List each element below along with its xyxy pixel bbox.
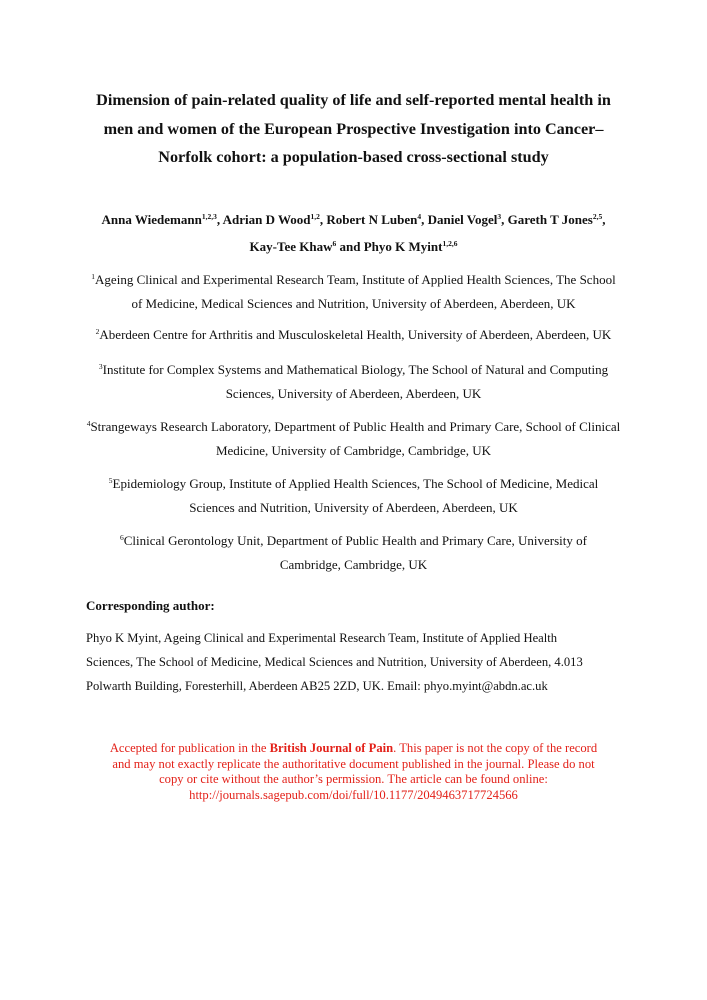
affiliation-line xyxy=(70,415,637,439)
affiliation-line: Cambridge, Cambridge, UK xyxy=(279,557,428,572)
author-affiliation-marker: 6 xyxy=(332,239,337,248)
affiliation-6 xyxy=(70,529,637,577)
author-name: Daniel Vogel xyxy=(427,212,498,227)
author-separator: , xyxy=(602,212,606,227)
author-name: Anna Wiedemann xyxy=(101,212,202,227)
author-affiliation-marker: 1,2,6 xyxy=(442,239,458,248)
affiliation-line xyxy=(70,358,637,382)
author-separator: , xyxy=(216,212,223,227)
affiliation-text: Clinical Gerontology Unit, Department of Public Health and Primary Care, University of xyxy=(123,533,587,548)
author-affiliation-marker: 3 xyxy=(497,212,502,221)
author-separator: , xyxy=(319,212,327,227)
journal-name: British Journal of Pain xyxy=(269,741,394,755)
title-line: Norfolk cohort: a population-based cross-sectional study xyxy=(158,148,549,166)
corresponding-author-heading: Corresponding author: xyxy=(86,598,215,613)
affiliation-text: Institute for Complex Systems and Mathematical Biology, The School of Natural and Computing xyxy=(102,362,609,377)
corresponding-author-details xyxy=(86,626,626,698)
author-name: Gareth T Jones xyxy=(507,212,593,227)
affiliation-marker: 3 xyxy=(98,362,103,371)
affiliation-marker: 2 xyxy=(95,327,100,336)
author-separator: , xyxy=(421,212,428,227)
notice-suffix: . This paper is not the copy of the record xyxy=(393,741,598,755)
author-list xyxy=(60,206,647,260)
affiliation-marker: 6 xyxy=(120,533,124,542)
notice-prefix: Accepted for publication in the xyxy=(109,741,270,755)
affiliation-1 xyxy=(70,268,637,316)
author-name: Robert N Luben xyxy=(326,212,418,227)
author-line xyxy=(60,233,647,260)
title-line: Dimension of pain-related quality of life and self-reported mental health in xyxy=(96,91,611,109)
publication-notice xyxy=(70,741,637,803)
affiliation-line: Sciences, University of Aberdeen, Aberdeen, UK xyxy=(225,386,482,401)
notice-line: and may not exactly replicate the authoritative document published in the journal. Please do not xyxy=(112,756,595,771)
affiliation-2 xyxy=(70,323,637,347)
affiliation-line xyxy=(70,529,637,553)
affiliation-line xyxy=(70,323,637,347)
author-separator: , xyxy=(501,212,508,227)
author-affiliation-marker: 2,5 xyxy=(592,212,603,221)
notice-line: copy or cite without the author’s permission. The article can be found online: xyxy=(159,772,548,786)
author-separator: and xyxy=(336,239,364,254)
affiliation-text: Strangeways Research Laboratory, Department of Public Health and Primary Care, School of Clinical xyxy=(90,419,621,434)
author-name: Adrian D Wood xyxy=(222,212,311,227)
paper-title xyxy=(70,86,637,172)
corresponding-line: Phyo K Myint, Ageing Clinical and Experimental Research Team, Institute of Applied Health xyxy=(86,631,558,645)
affiliation-text: Ageing Clinical and Experimental Research Team, Institute of Applied Health Sciences, The School xyxy=(95,272,616,287)
article-url-link[interactable]: http://journals.sagepub.com/doi/full/10.1177/2049463717724566 xyxy=(189,787,518,802)
affiliation-3 xyxy=(70,358,637,406)
affiliation-text: Epidemiology Group, Institute of Applied Health Sciences, The School of Medicine, Medical xyxy=(112,476,599,491)
affiliation-line: Sciences and Nutrition, University of Aberdeen, Aberdeen, UK xyxy=(189,500,518,515)
title-line: men and women of the European Prospective Investigation into Cancer– xyxy=(103,119,604,138)
author-affiliation-marker: 1,2 xyxy=(310,212,320,221)
affiliation-marker: 5 xyxy=(108,476,113,485)
author-affiliation-marker: 4 xyxy=(417,212,422,221)
corresponding-line: Polwarth Building, Foresterhill, Aberdeen AB25 2ZD, UK. Email: phyo.myint@abdn.ac.uk xyxy=(86,679,548,693)
affiliation-5 xyxy=(70,472,637,520)
affiliation-marker: 1 xyxy=(91,272,96,281)
author-affiliation-marker: 1,2,3 xyxy=(201,212,217,221)
affiliation-4 xyxy=(70,415,637,463)
author-line xyxy=(60,206,647,233)
affiliation-text: Aberdeen Centre for Arthritis and Musculoskeletal Health, University of Aberdeen, Aberdeen, UK xyxy=(99,327,612,342)
affiliation-line xyxy=(70,268,637,292)
author-name: Kay-Tee Khaw xyxy=(249,239,333,254)
author-name: Phyo K Myint xyxy=(363,239,443,254)
affiliation-marker: 4 xyxy=(86,419,91,428)
affiliation-line: Medicine, University of Cambridge, Cambridge, UK xyxy=(215,443,492,458)
affiliation-line: of Medicine, Medical Sciences and Nutrition, University of Aberdeen, Aberdeen, UK xyxy=(131,296,576,311)
notice-line xyxy=(70,741,637,757)
corresponding-line: Sciences, The School of Medicine, Medical Sciences and Nutrition, University of Aberdeen, 4.013 xyxy=(86,655,583,669)
affiliation-line xyxy=(70,472,637,496)
